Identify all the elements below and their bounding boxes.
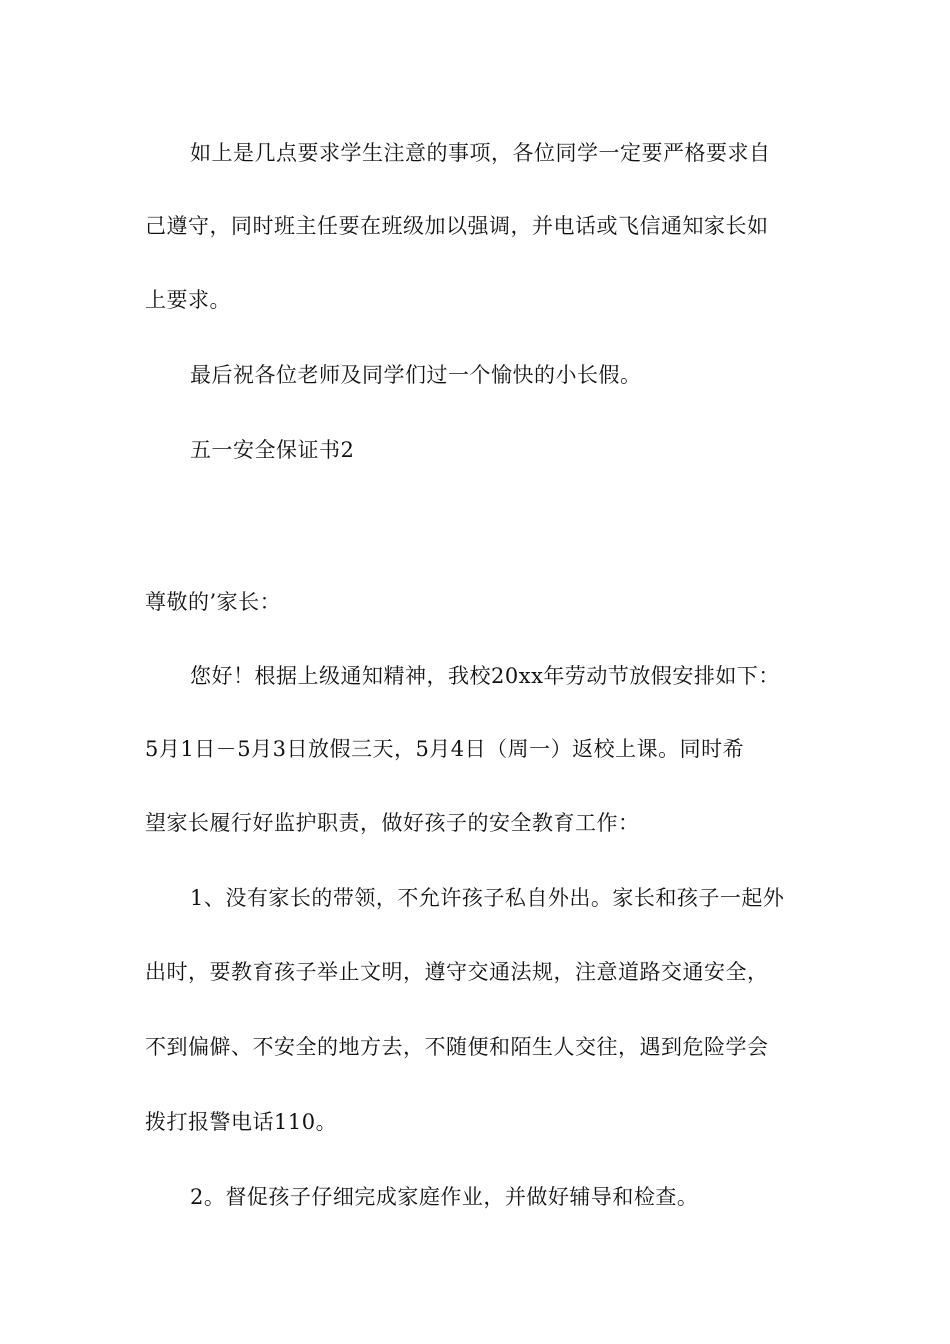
- text-line: 如上是几点要求学生注意的事项，各位同学一定要严格要求自: [190, 141, 771, 165]
- text-line: 上要求。: [145, 288, 231, 312]
- text-line: 您好！根据上级通知精神，我校20xx年劳动节放假安排如下：: [190, 664, 780, 688]
- text-line: 不到偏僻、不安全的地方去，不随便和陌生人交往，遇到危险学会: [145, 1035, 769, 1059]
- section-title: 五一安全保证书2: [190, 438, 355, 462]
- text-line: 最后祝各位老师及同学们过一个愉快的小长假。: [190, 363, 642, 387]
- text-line: 己遵守，同时班主任要在班级加以强调，并电话或飞信通知家长如: [145, 214, 769, 238]
- text-line: 望家长履行好监护职责，做好孩子的安全教育工作：: [145, 811, 640, 835]
- text-line: 1、没有家长的带领，不允许孩子私自外出。家长和孩子一起外: [190, 886, 785, 910]
- salutation: 尊敬的’家长：: [145, 590, 282, 614]
- text-line: 5月1日－5月3日放假三天，5月4日（周一）返校上课。同时希: [145, 737, 745, 761]
- text-line: 2。督促孩子仔细完成家庭作业，并做好辅导和检查。: [190, 1185, 699, 1209]
- text-line: 拨打报警电话110。: [145, 1110, 338, 1134]
- text-line: 出时，要教育孩子举止文明，遵守交通法规，注意道路交通安全，: [145, 960, 769, 984]
